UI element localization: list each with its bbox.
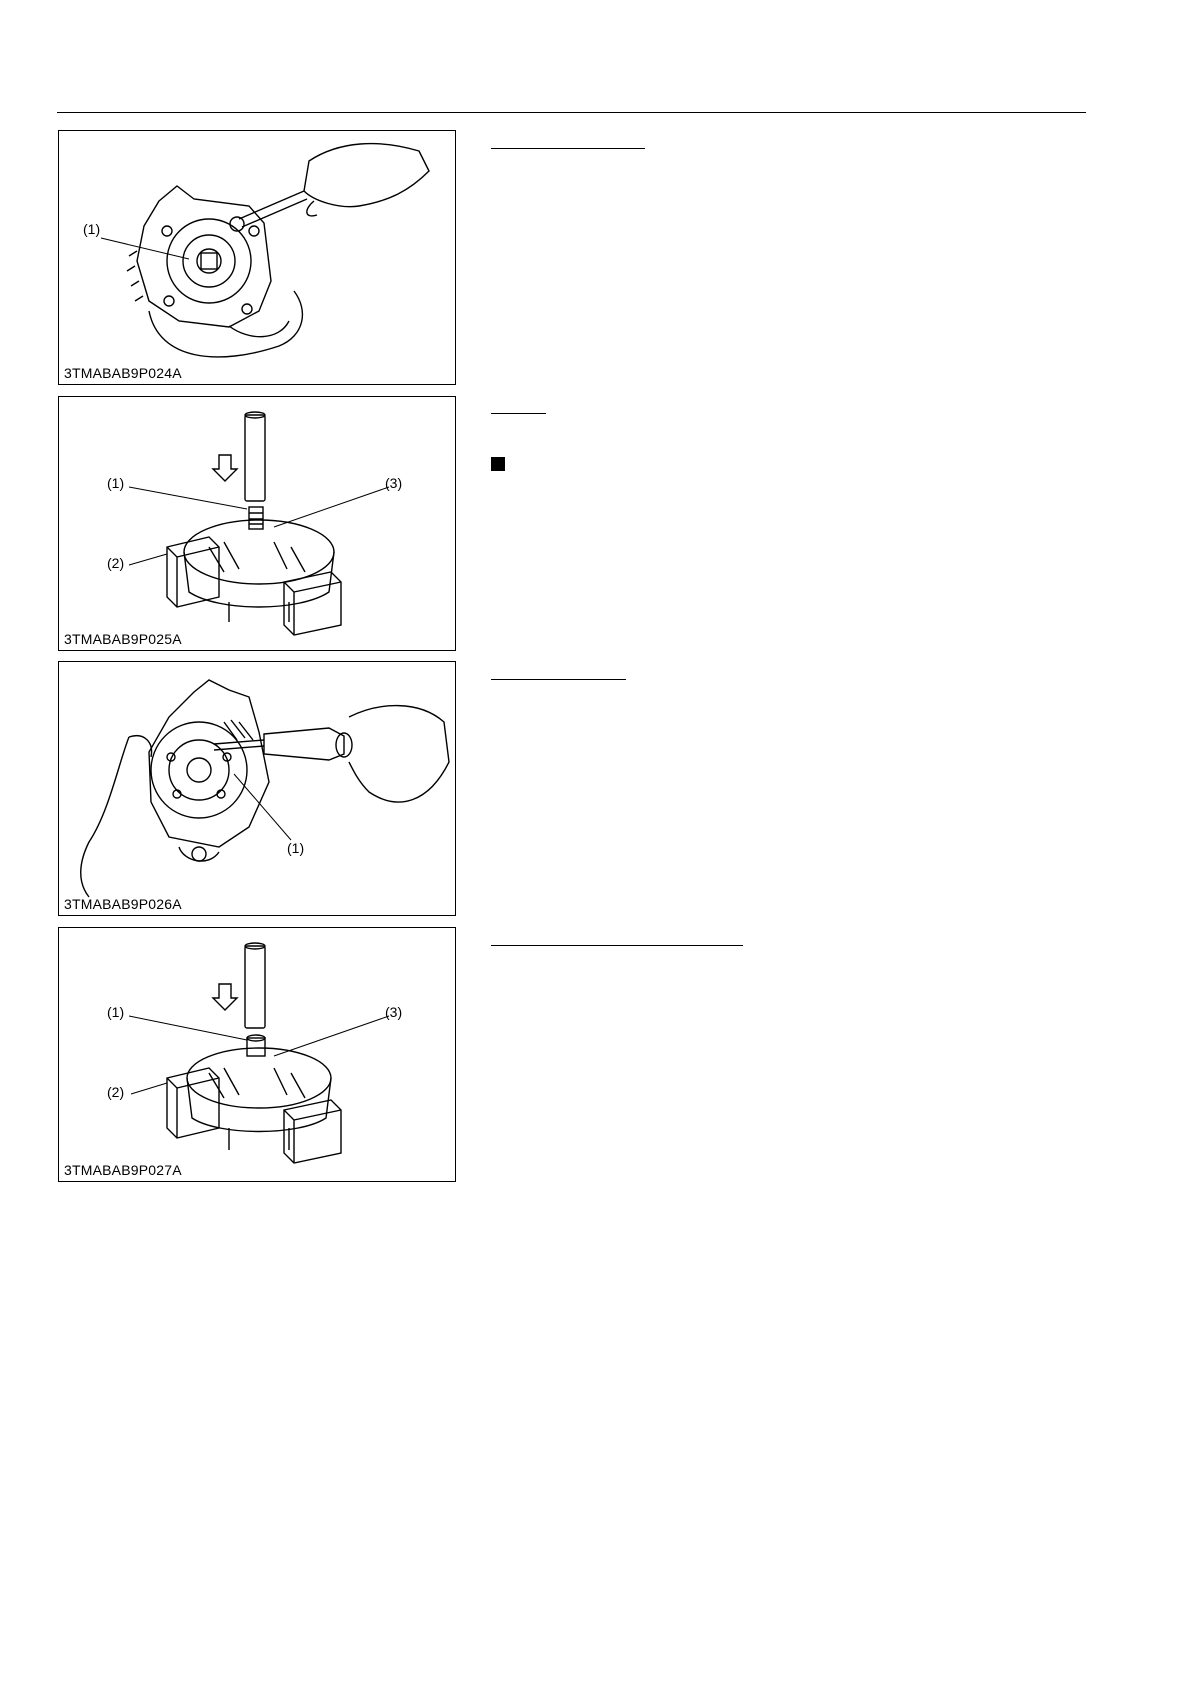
callout-3: (3) — [385, 475, 403, 491]
black-square-icon — [491, 457, 505, 471]
figure-rear-end-frame — [58, 130, 456, 385]
section-heading-rear-end-frame — [491, 148, 645, 149]
section-heading-pulley — [491, 413, 546, 414]
section-heading-bearing-retainer — [491, 679, 626, 680]
bearing-retainer-illustration — [59, 662, 457, 917]
callout-2: (2) — [107, 1084, 125, 1100]
figure-rotor-press — [58, 927, 456, 1182]
callout-2: (2) — [107, 555, 125, 571]
callout-1: (1) — [107, 475, 125, 491]
header-rule — [57, 112, 1086, 113]
callout-1: (1) — [287, 840, 305, 856]
rotor-press-illustration — [59, 928, 457, 1183]
callout-1: (1) — [107, 1004, 125, 1020]
section-heading-rotor — [491, 945, 743, 946]
pulley-press-illustration — [59, 397, 457, 652]
figure-bearing-retainer — [58, 661, 456, 916]
callout-3: (3) — [385, 1004, 403, 1020]
rear-end-frame-illustration — [59, 131, 457, 386]
figure-id: 3TMABAB9P026A — [64, 896, 182, 912]
figure-id: 3TMABAB9P027A — [64, 1162, 182, 1178]
figure-id: 3TMABAB9P025A — [64, 631, 182, 647]
callout-1: (1) — [83, 221, 101, 237]
figure-pulley-press — [58, 396, 456, 651]
figure-id: 3TMABAB9P024A — [64, 365, 182, 381]
